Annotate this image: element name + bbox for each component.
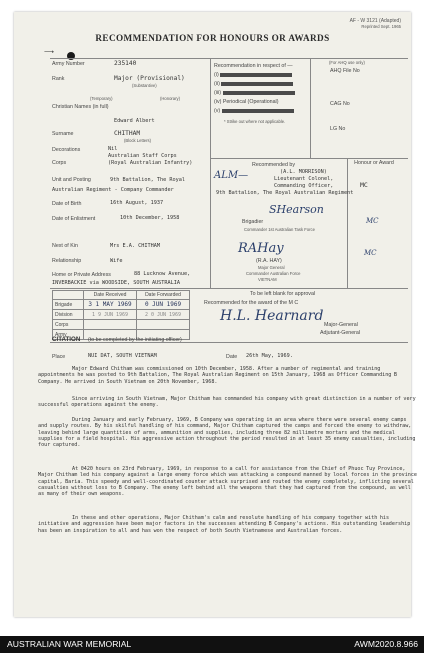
christian-names-value: Edward Albert [114, 118, 155, 124]
rec-rank2: Commanding Officer, [274, 183, 334, 189]
signature-adjutant-general: H.L. Hearnard [220, 308, 324, 324]
citation-paragraph-1: Major Edward Chitham was commissioned on 10th December, 1958. After a number of regimental and training appointments he was posted to 9th Battalion, The Royal Australian Regiment on 15th January, 1968 as Officer Commanding B Company. He arrived in South Vietnam on 20th November, 1968. [38, 366, 398, 385]
surname-block-label: (Block Letters) [124, 138, 151, 143]
recommendation-label: Recommendation in respect of — [214, 63, 293, 69]
pen-mark-icon: ⟶ [44, 48, 55, 56]
award-recommendation-line: Recommended for the award of the M C [204, 300, 299, 306]
next-of-kin-value: Mrs E.A. CHITHAM [110, 243, 160, 249]
footer-accession-number: AWM2020.8.966 [354, 639, 418, 649]
cag-label: CAG No [330, 101, 350, 107]
surname-label: Surname [52, 131, 74, 137]
date-received-header: Date Received [84, 291, 137, 300]
row-brigade-label: Brigade [53, 300, 84, 310]
rank-substantive-label: (Substantive) [132, 83, 157, 88]
citation-paragraph-3: During January and early February, 1969, B Company was operating in an area where there were several enemy camps and supply routes. By his skilful handling of his command, Major Chitham captured the camps and forced the enemy to withdraw, leaving behind large quantities of arms, ammunition and supplies, including three 82 millimetre mortars and the medical supplies for a field hospital. His aggressive action throughout the period resulted in at least 35 enemy casualties, including four captured. [38, 417, 416, 449]
brigade-forwarded-stamp: 0 JUN 1969 [137, 300, 190, 310]
brigade-received-stamp: 3 1 MAY 1969 [84, 300, 137, 310]
unit-line1: 9th Battalion, The Royal [110, 177, 185, 183]
birth-label: Date of Birth [52, 201, 82, 207]
signature-morrison: ALM— [214, 170, 249, 181]
lg-label: LG No [330, 126, 346, 132]
corps-line1: Australian Staff Corps [108, 153, 177, 159]
adjutant-general-label: Adjutant-General [320, 330, 361, 336]
strike-note: * Strike out where not applicable. [224, 119, 286, 124]
document-page [14, 12, 417, 617]
row-army-label: Army [53, 330, 84, 340]
ahq-use-label: (For AHQ use only) [329, 60, 365, 65]
brigadier-label: Brigadier [242, 219, 264, 225]
home-address-line2: INVERBACKIE via WOODSIDE, SOUTH AUSTRALIA [52, 280, 181, 286]
rec-name-morrison: (A.L. MORRISON) [280, 169, 327, 175]
citation-label: CITATION [52, 336, 81, 343]
birth-value: 16th August, 1937 [110, 200, 164, 206]
major-general-sub: Commander Australian Force [246, 271, 301, 276]
honorary-label: (Honorary) [160, 96, 181, 101]
rec-item-2: (ii) [214, 81, 293, 87]
citation-sub: (to be completed by the initiating officer) [88, 337, 182, 343]
form-code: AF - W 3121 (Adapted) [349, 18, 401, 24]
decorations-label: Decorations [52, 147, 81, 153]
army-number-label: Army Number [52, 61, 85, 67]
major-general-approval: Major-General [324, 322, 358, 328]
footer-bar [0, 636, 424, 653]
signature-brigadier: SHearson [269, 203, 324, 216]
award-2: MC [366, 217, 379, 225]
enlistment-value: 10th December, 1958 [120, 215, 180, 221]
award-1: MC [360, 181, 368, 189]
enlistment-label: Date of Enlistment [52, 216, 96, 222]
row-division-label: Division [53, 310, 84, 320]
home-address-label: Home or Private Address [52, 272, 111, 278]
relationship-label: Relationship [52, 258, 82, 264]
corps-label: Corps [52, 160, 67, 166]
place-value: NUI DAT, SOUTH VIETNAM [88, 353, 157, 359]
award-3: MC [364, 249, 377, 257]
surname-value: CHITHAM [114, 130, 141, 137]
form-title: RECOMMENDATION FOR HONOURS OR AWARDS [95, 33, 330, 43]
rec-rank3: 9th Battalion, The Royal Australian Regiment [216, 190, 354, 196]
rank-value: Major (Provisional) [114, 75, 185, 82]
brigadier-sub: Commander 1st Australian Task Force [244, 227, 315, 232]
blank-approval-note: To be left blank for approval [250, 291, 316, 297]
army-number-value: 235140 [114, 60, 137, 67]
rec-item-1: (i) [214, 72, 292, 78]
vietnam-label: VIETNAM [258, 277, 277, 282]
recommended-by-header: Recommended by [252, 162, 295, 168]
reprint-note: Reprinted Sept. 1965 [361, 24, 401, 29]
place-label: Place [52, 354, 66, 360]
signature-hay: RAHay [238, 241, 284, 256]
date-label: Date [226, 354, 238, 360]
hay-name: (R.A. HAY) [256, 258, 282, 264]
decorations-value: Nil [108, 146, 118, 152]
relationship-value: Wife [110, 258, 123, 264]
honour-award-header: Honour or Award [354, 160, 394, 166]
footer-institution: AUSTRALIAN WAR MEMORIAL [7, 639, 132, 649]
citation-paragraph-2: Since arriving in South Vietnam, Major Chitham has commanded his company with great distinction in a number of very successful operations against the enemy. [38, 396, 416, 409]
division-forwarded-stamp: 2 0 JUN 1969 [137, 310, 190, 320]
rec-item-3: (iii) [214, 90, 295, 96]
row-corps-label: Corps [53, 320, 84, 330]
christian-names-label: Christian Names (in full) [52, 104, 109, 110]
date-value: 26th May, 1969. [246, 353, 293, 359]
temporary-label: (Temporary) [90, 96, 113, 101]
unit-label: Unit and Posting [52, 177, 91, 183]
citation-paragraph-5: In these and other operations, Major Chitham's calm and resolute handling of his company together with his initiative and aggression have been major factors in the successes attending B Company's actions. His outstanding leadership has been an inspiration to all and has won the respect of both South Vietnamese and Australian forces. [38, 515, 411, 534]
major-general-label: Major General [258, 265, 285, 270]
home-address-line1: 88 Lucknow Avenue, [134, 271, 191, 277]
unit-line2: Australian Regiment - Company Commander [52, 187, 174, 193]
corps-line2: (Royal Australian Infantry) [108, 160, 193, 166]
next-of-kin-label: Next of Kin [52, 243, 78, 249]
rank-label: Rank [52, 76, 65, 82]
rec-item-4: (iv) Periodical (Operational) [214, 99, 279, 105]
date-forwarded-header: Date Forwarded [137, 291, 190, 300]
rec-item-5: (v) [214, 108, 294, 114]
ahq-file-label: AHQ File No [330, 68, 360, 74]
division-received-stamp: 1 9 JUN 1969 [84, 310, 137, 320]
rec-rank1: Lieutenant Colonel, [274, 176, 334, 182]
citation-paragraph-4: At 0420 hours on 23rd February, 1969, in response to a call for assistance from the Chief of Phuoc Tuy Province, Major Chitham led his company against a large enemy force which was attacking a compound manned by local forces in the province capital, Baria. This speedy and well-coordinated counter attack surprised and routed the enemy completely, inflicting several casualties without loss to B Company. The enemy left behind all the weapons that they had captured from the compound, as well as many of their own weapons. [38, 466, 417, 498]
dates-table [52, 290, 190, 340]
